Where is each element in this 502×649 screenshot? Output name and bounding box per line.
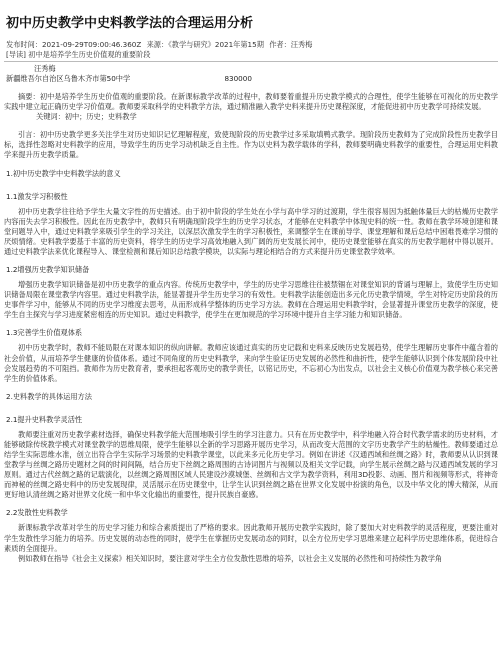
affiliation: 新疆维吾尔自治区乌鲁木齐市第50中学 (6, 74, 131, 83)
publish-time: 发布时间：2021-09-29T09:00:46.360Z (6, 40, 142, 49)
abstract: 摘要：初中是培养学生历史价值观的重要阶段。在新课标教学改革的过程中，教师要着重提升历史教学模式的合理性，使学生能够在可视化的历史教学实践中建立起正确历史学习价值观。教师要采取科学的史料教学方法，通过精准融入教学史料来提升历史课程深度，才能促进初中历史教学可持续发展。 (4, 92, 498, 112)
body-paragraph: 初中历史教学往往给予学生大量文字性的历史描述。由于初中阶段的学生处在小学与高中学习的过渡期，学生很容易因为抵触体量巨大的枯燥历史教学内容而失去学习积极性。因此在历史教学中，教师只有明确现阶段学生的历史学习状态，才能够在史料教学中体现史料的统一性。教师在教学环境创建和课堂问题导入中，通过史料教学来吸引学生的学习关注，以深层次激发学生的学习积极性，来调整学生在课前导学、课堂理解和课后总结中困难畏难学习惯的厌烦情绪。史料教学要基于丰富的历史资料，将学生的历史学习高效地融入到广阔的历史发展长河中，使历史课堂能够在真实的历史教学题材中得以展开。通过史料教学法来优化课程导入、课堂检测和课后知识总结教学模块，以实际与理论相结合的方式来提升历史课堂教学效率。 (4, 206, 498, 256)
article-body (4, 161, 498, 564)
section-heading: 2.史料教学的具体运用方法 (6, 391, 92, 401)
section-heading: 1.2增强历史教学知识储备 (6, 265, 90, 275)
section-heading: 2.2发散性史料教学 (6, 508, 68, 518)
section-heading: 2.1提升史料教学灵活性 (6, 414, 83, 424)
body-paragraph: 初中历史教学时，教师不能局限在对课本知识的纵向讲解。教师应该通过真实的历史记载和史料来反映历史发展趋势，使学生理解历史事件中蕴含着的社会价值，从而培养学生健康的价值体系。通过不同角度的历史史料教学，来向学生验证历史发展的必然性和曲折性，使学生能够认识到个体发展阶段中社会发展趋势的不可阻挡。教师作为历史教育者，要承担起客观历史的教学责任，以铭记历史，不忘初心为出发点，以社会主义核心价值观为教学核心来完善学生的价值体系。 (4, 343, 498, 383)
author-name: 汪秀梅 (34, 64, 56, 73)
author-label: 作者：汪秀梅 (269, 40, 313, 49)
zip-code: 830000 (224, 74, 252, 83)
section-heading: 1.初中历史教学中史料教学法的意义 (6, 168, 121, 178)
keywords: 关键词：初中；历史；史料教学 (36, 112, 137, 122)
affiliation-line (6, 74, 498, 84)
body-paragraph: 例如教师在指导《社会主义探索》相关知识时，要注意对学生全方位发散性思维的培养，以社会主义发展的必然性和可持续性为教学角 (18, 553, 443, 563)
divider (4, 61, 498, 62)
body-paragraph: 增强历史教学知识储备是初中历史教学的重点内容。传统历史教学中，学生的历史学习思维往往被禁锢在对课堂知识的背诵与理解上，致使学生历史知识储备局限在课堂教学内容里。通过史料教学法，能显著提升学生历史学习的有效性。史料教学法能创造出多元化历史教学情境，学生对特定历史阶段的历史事件学习中，能够从不同的历史学习维度去思考，从而形成科学整体的历史学习方法。教师在合理运用史料教学时，会显著提升课堂历史教学的深度，使学生自主探究与学习进度紧密相连的历史知识。通过史料教学，使学生在更加规范的学习环境中提升自主学习能力和知识储备。 (4, 280, 498, 320)
section-heading: 1.3完善学生价值观体系 (6, 328, 83, 338)
article-title: 初中历史教学中史料教学法的合理运用分析 (6, 16, 254, 31)
article-meta (6, 40, 498, 50)
introduction: 引言：初中历史教学更多关注学生对历史知识记忆理解程度，致使现阶段的历史教学过多采取填鸭式教学。现阶段历史教师为了完成阶段性历史教学目标，选择性忽略对史料教学的应用，导致学生的历史学习动机缺乏自主性。作为以史料为教学载体的学科，教师要明确史料教学的重要性，合理运用史料教学来提升历史教学质量。 (4, 130, 498, 160)
guide-text: [导读] 初中是培养学生历史价值观的重要阶段 (6, 50, 151, 59)
body-paragraph: 教师要注重对历史教学素材选择，确保史料教学能大范围地吸引学生的学习注意力。只有在历史教学中，科学地融入符合时代教学需求的历史材料，才能够破除传统教学模式对课堂教学的思维局限，使学生能够以全新的学习思路开展历史学习，从而改变大范围的文字历史教学产生的枯燥性。教师要通过总结学生实际思维水准，创立出符合学生实际学习场景的史料教学课堂，以此来多元化历史学习。例如在讲述《汉通西域和丝绸之路》时，教师要从认识到课堂教学与丝绸之路历史题材之间的时间间隔，结合历史下丝绸之路周围的古诗词图片与视频以及相关文学记载，向学生展示丝绸之路与汉通西域发展的学习原则。通过古代丝绸之路的记载演化，以丝绸之路周围区域人民建设沙漠城堡、丝绸和古文学为教学资料，利用3D投影、动画、图片和视频等形式，将神奇而神秘的丝绸之路史料中的历史发展现律，灵活展示在历史课堂中，让学生认识到丝绸之路在世界文化发展中扮演的角色，以及中华文化的博大精深，从而更好地认清丝绸之路对世界文化统一和中华文化输出的重要性，提升民族自豪感。 (4, 429, 498, 500)
body-paragraph: 新课标教学改革对学生的历史学习能力和综合素质提出了严格的要求。因此教师开展历史教学实践时，除了要加大对史料教学的灵活程度，更要注重对学生发散性学习能力的培养。历史发展的动态性的同时，使学生在掌握历史发展动态的同时，以全方位历史学习思维来建立起科学历史思维体系，促进综合素质的全面提升。 (4, 523, 498, 553)
section-heading: 1.1激发学习积极性 (6, 191, 68, 201)
source: 来源：《教学与研究》2021年第15期 (146, 40, 264, 49)
